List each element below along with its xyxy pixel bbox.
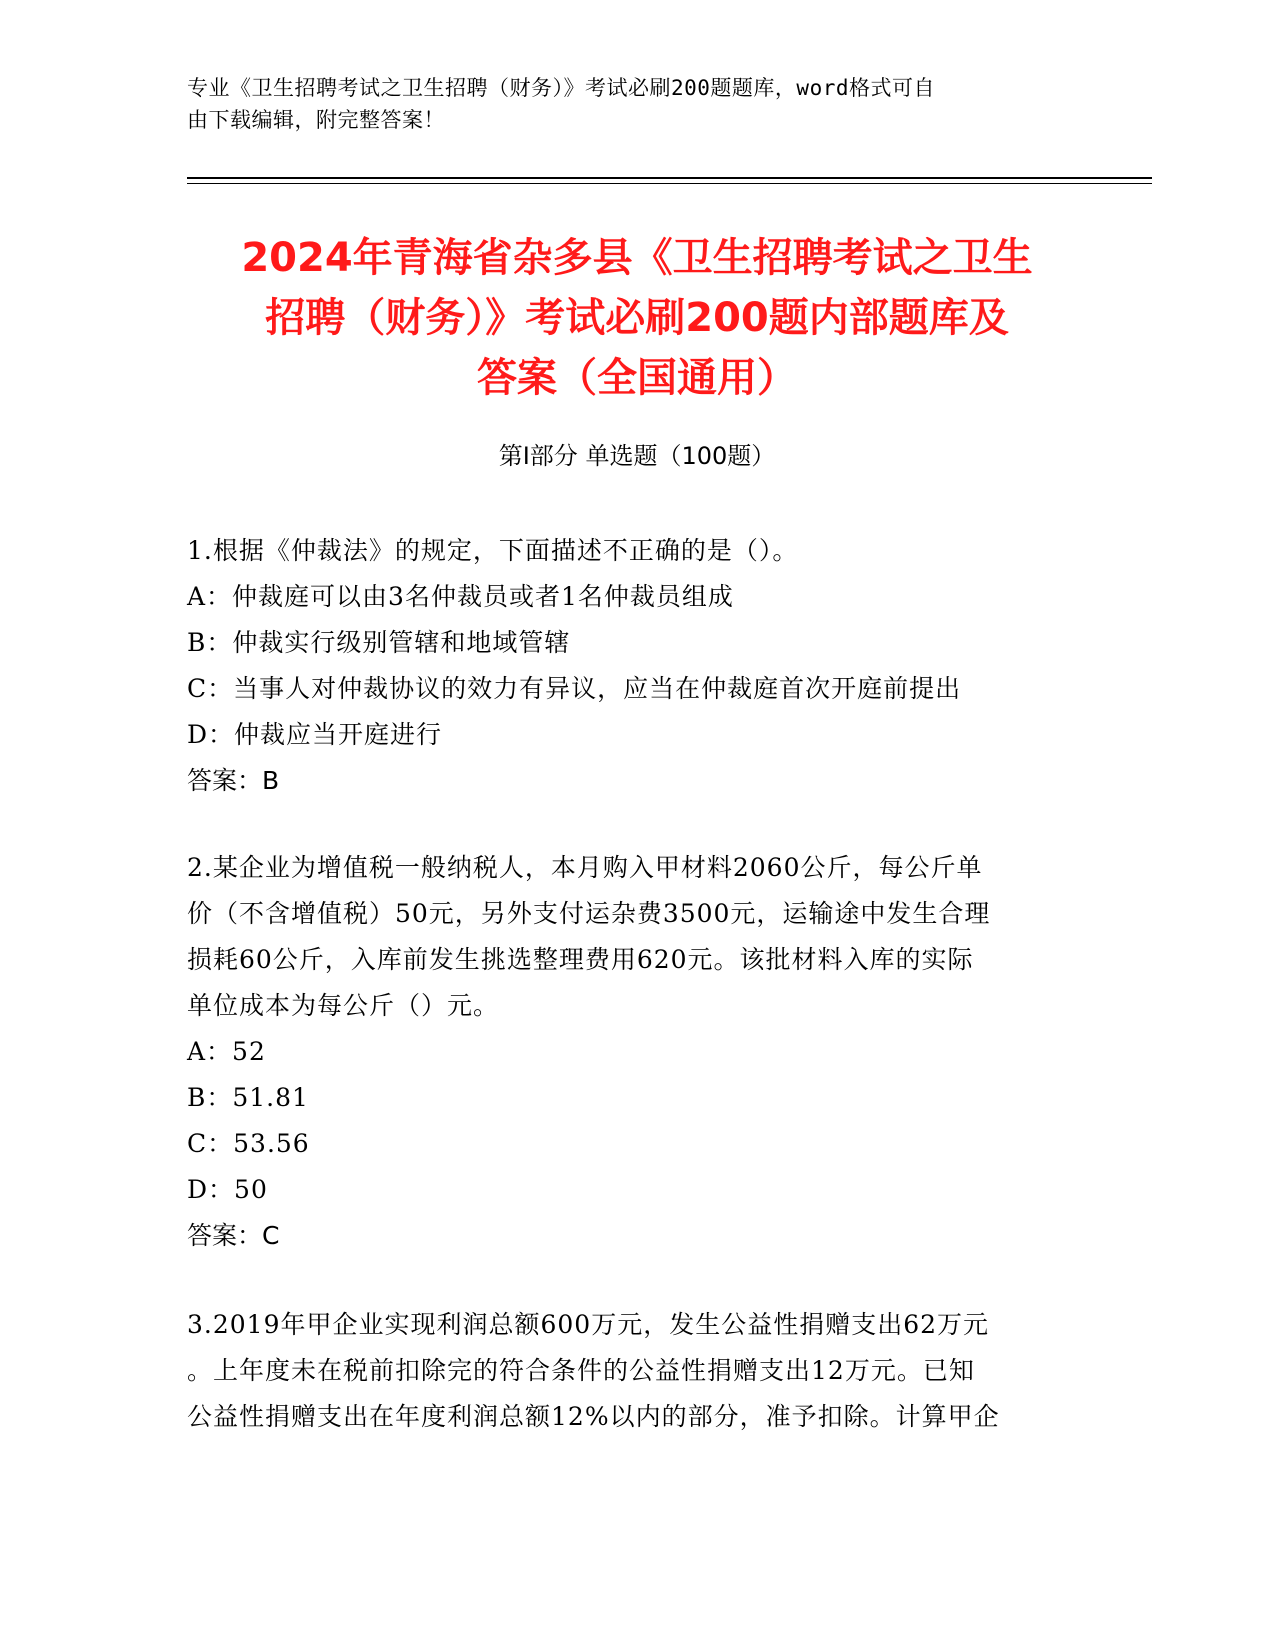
option-c: C：当事人对仲裁协议的效力有异议，应当在仲裁庭首次开庭前提出 (187, 674, 962, 703)
option-a: A：52 (187, 1037, 266, 1066)
intro-line: 专业《卫生招聘考试之卫生招聘（财务）》考试必刷200题题库，word格式可自 (187, 76, 935, 100)
question-stem: 2.某企业为增值税一般纳税人，本月购入甲材料2060公斤，每公斤单 (187, 853, 983, 882)
option-a: A：仲裁庭可以由3名仲裁员或者1名仲裁员组成 (187, 582, 734, 611)
option-c: C：53.56 (187, 1129, 310, 1158)
header-divider-thin (187, 183, 1152, 184)
question-stem: 单位成本为每公斤（）元。 (187, 991, 500, 1020)
option-b: B：51.81 (187, 1083, 309, 1112)
question-stem: 价（不含增值税）50元，另外支付运杂费3500元，运输途中发生合理 (187, 899, 991, 928)
question-stem: 。上年度未在税前扣除完的符合条件的公益性捐赠支出12万元。已知 (187, 1356, 975, 1385)
title-line: 招聘（财务）》考试必刷200题内部题库及 (265, 295, 1009, 341)
option-d: D：仲裁应当开庭进行 (187, 720, 443, 749)
question-block (187, 528, 1087, 804)
header-divider-thick (187, 177, 1152, 179)
title-line: 答案（全国通用） (477, 355, 797, 401)
option-b: B：仲裁实行级别管辖和地域管辖 (187, 628, 571, 657)
question-stem: 3.2019年甲企业实现利润总额600万元，发生公益性捐赠支出62万元 (187, 1310, 990, 1339)
option-d: D：50 (187, 1175, 268, 1204)
question-stem: 1.根据《仲裁法》的规定，下面描述不正确的是（）。 (187, 536, 799, 565)
answer-key: 答案：C (187, 1221, 280, 1250)
document-title (187, 228, 1087, 408)
question-stem: 公益性捐赠支出在年度利润总额12%以内的部分，准予扣除。计算甲企 (187, 1402, 1000, 1431)
title-line: 2024年青海省杂多县《卫生招聘考试之卫生 (241, 235, 1033, 281)
section-heading: 第Ⅰ部分 单选题（100题） (498, 442, 776, 470)
answer-key: 答案：B (187, 766, 280, 795)
question-block (187, 845, 1087, 1259)
intro-line: 由下载编辑，附完整答案！ (187, 108, 445, 132)
intro-text (187, 72, 1087, 136)
question-block (187, 1302, 1087, 1440)
question-stem: 损耗60公斤，入库前发生挑选整理费用620元。该批材料入库的实际 (187, 945, 974, 974)
